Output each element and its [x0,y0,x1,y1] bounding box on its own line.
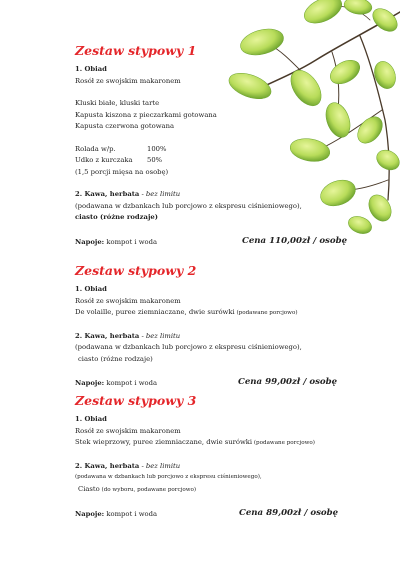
drink-line [75,189,375,201]
drink-label: 2. Kawa, herbata [75,331,140,340]
price: Cena 99,00zł / osobę [238,377,338,387]
cake: ciasto (różne rodzaje) [78,354,153,363]
soup: Rosół ze swojskim makaronem [75,76,181,85]
napoje-value: kompot i woda [104,510,158,518]
set-3 [75,394,375,521]
drink-serving: (podawana w dzbankach lub porcjowo z ekspresu ciśnieniowego), [75,474,262,480]
napoje-label: Napoje: [75,237,105,246]
main-dish-note: (podawane porcjowo) [252,440,315,446]
set-title: Zestaw stypowy 1 [75,43,197,58]
meat-pct: 100% [147,144,167,153]
set-title: Zestaw stypowy 3 [75,393,197,408]
cake: ciasto (różne rodzaje) [75,213,158,221]
meat-name: Rolada w/p. [75,144,116,153]
napoje-value: kompot i woda [104,237,158,246]
drink-suffix: - bez limitu [139,331,181,340]
drink-serving: (podawana w dzbankach lub porcjowo z ekspresu ciśnieniowego), [75,201,302,210]
obiad-label: 1. Obiad [75,415,107,423]
meat-row [75,155,375,167]
meat-row [75,144,375,156]
obiad-label: 1. Obiad [75,285,107,293]
cake-note: (do wyboru, podawane porcjowo) [99,486,197,493]
side-item: Kluski białe, kluski tarte [75,99,160,107]
footer-row [75,376,375,390]
main-dish-name: De volaille, puree ziemniaczane, dwie surówki [75,308,235,316]
drink-suffix: - bez limitu [139,190,181,198]
napoje [75,237,157,248]
meat-name: Udko z kurczaka [75,156,133,164]
set-2 [75,264,375,390]
footer-row [75,235,375,249]
soup: Rosół ze swojskim makaronem [75,296,181,305]
set-1 [75,44,375,249]
drink-label: 2. Kawa, herbata [75,190,140,198]
price: Cena 89,00zł / osobę [239,508,339,518]
drink-line [75,331,375,343]
napoje-label: Napoje: [75,510,105,518]
obiad-label: 1. Obiad [75,65,107,73]
side-item: Kapusta czerwona gotowana [75,122,175,130]
drink-serving: (podawana w dzbankach lub porcjowo z ekspresu ciśnieniowego), [75,343,302,351]
cake-line [75,484,375,497]
drink-line [75,461,375,473]
main-dish-note: (podawane porcjowo) [234,310,298,316]
side-item: Kapusta kiszona z pieczarkami gotowana [75,110,217,119]
meat-pct: 50% [147,156,163,164]
napoje-value: kompot i woda [104,379,158,387]
drink-suffix: - bez limitu [139,461,181,470]
footer-row [75,507,375,521]
main-dish [75,307,375,320]
napoje [75,378,157,389]
napoje-label: Napoje: [75,379,105,387]
soup: Rosół ze swojskim makaronem [75,426,181,435]
drink-label: 2. Kawa, herbata [75,461,140,470]
main-dish [75,437,375,450]
cake: Ciasto [78,484,100,493]
set-title: Zestaw stypowy 2 [75,263,197,278]
main-dish-name: Stek wieprzowy, puree ziemniaczane, dwie surówki [75,438,253,446]
price: Cena 110,00zł / osobę [242,235,348,246]
meat-note: (1,5 porcji mięsa na osobę) [75,167,169,176]
napoje [75,509,157,520]
